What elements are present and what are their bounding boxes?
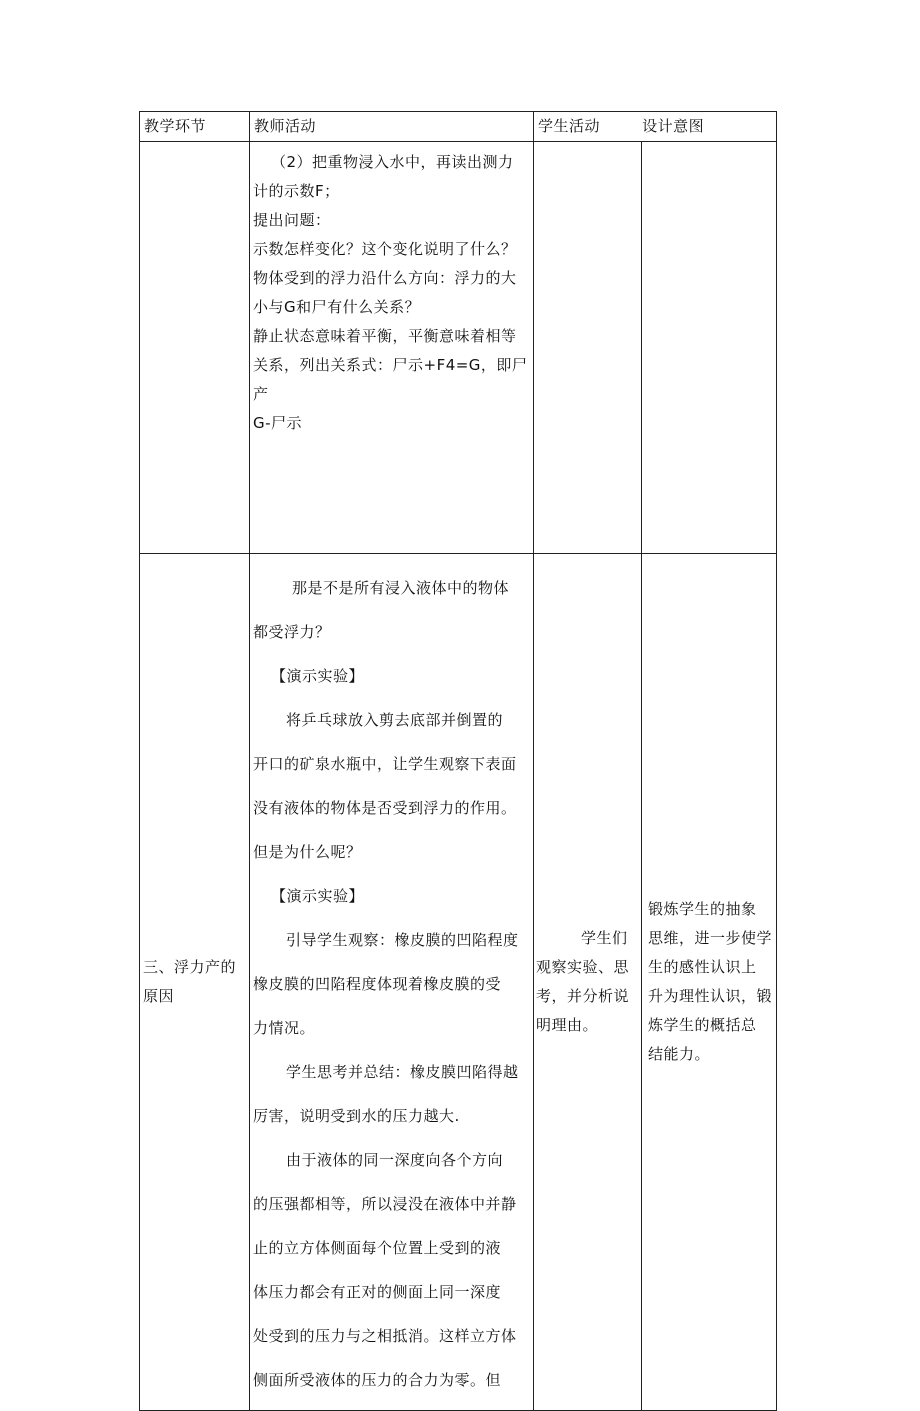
intent-line: 生的感性认识上: [648, 958, 757, 976]
intent-line: 升为理性认识，锻: [648, 987, 773, 1005]
row2-student-cell: [534, 554, 642, 1411]
teacher-line: 侧面所受液体的压力的合力为零。但: [253, 1371, 502, 1389]
teacher-line: 都受浮力？: [253, 623, 331, 641]
table-header-row: [140, 112, 777, 142]
table-row: [140, 142, 777, 554]
teacher-line: 计的示数F；: [253, 182, 340, 200]
teacher-line: 【演示实验】: [271, 667, 365, 685]
header-teaching-stage-label: 教学环节: [144, 117, 207, 135]
teacher-line: 开口的矿泉水瓶中，让学生观察下表面: [253, 755, 517, 773]
teacher-line: 将乒乓球放入剪去底部并倒置的: [286, 711, 504, 729]
intent-line: 锻炼学生的抽象: [648, 900, 757, 918]
row2-stage-cell: [140, 554, 250, 1411]
header-teacher-activity: [250, 112, 534, 142]
teacher-line: 由于液体的同一深度向各个方向: [286, 1151, 504, 1169]
teacher-line: 没有液体的物体是否受到浮力的作用。: [253, 799, 517, 817]
lesson-plan-table: [139, 111, 777, 1411]
teacher-line: 体压力都会有正对的侧面上同一深度: [253, 1283, 502, 1301]
student-line: 明理由。: [536, 1016, 599, 1034]
row1-intent-cell: [642, 142, 777, 554]
teacher-line: 物体受到的浮力沿什么方向：浮力的大: [253, 269, 517, 287]
teacher-line: 橡皮膜的凹陷程度体现着橡皮膜的受: [253, 975, 502, 993]
teacher-line: 的压强都相等，所以浸没在液体中并静: [253, 1195, 517, 1213]
student-line: 观察实验、思: [536, 958, 630, 976]
intent-line: 炼学生的概括总: [648, 1016, 757, 1034]
table-row: [140, 554, 777, 1411]
row1-student-cell: [534, 142, 642, 554]
teacher-line: 厉害，说明受到水的压力越大.: [253, 1107, 460, 1125]
header-teacher-activity-label: 教师活动: [254, 117, 317, 135]
teacher-line: 示数怎样变化？这个变化说明了什么？: [253, 240, 517, 258]
row1-teacher-cell: [250, 142, 534, 554]
teacher-line: 【演示实验】: [271, 887, 365, 905]
row2-teacher-cell: [250, 554, 534, 1411]
teacher-line: 但是为什么呢？: [253, 843, 362, 861]
student-line: 学生们: [581, 929, 628, 947]
header-student-activity-design-intent: [534, 112, 777, 142]
student-line: 考，并分析说: [536, 987, 630, 1005]
teacher-line: 引导学生观察：橡皮膜的凹陷程度: [286, 931, 519, 949]
teacher-line: 关系，列出关系式：尸示+F4=G，即尸产: [253, 356, 528, 403]
intent-line: 思维，进一步使学: [648, 929, 773, 947]
teacher-line: 力情况。: [253, 1019, 316, 1037]
teacher-line: 止的立方体侧面每个位置上受到的液: [253, 1239, 502, 1257]
teacher-line: 那是不是所有浸入液体中的物体: [292, 579, 510, 597]
stage-line: 三、浮力产的: [143, 958, 237, 976]
header-student-design-label: 学生活动 设计意图: [538, 117, 705, 135]
teacher-line: （2）把重物浸入水中，再读出测力: [271, 153, 514, 171]
intent-line: 结能力。: [648, 1045, 711, 1063]
row2-intent-cell: [642, 554, 777, 1411]
teacher-line: 小与G和尸有什么关系？: [253, 298, 421, 316]
teacher-line: 处受到的压力与之相抵消。这样立方体: [253, 1327, 517, 1345]
teacher-line: 静止状态意味着平衡，平衡意味着相等: [253, 327, 517, 345]
teacher-line: G-尸示: [253, 414, 303, 432]
teacher-line: 提出问题：: [253, 211, 331, 229]
header-teaching-stage: [140, 112, 250, 142]
teacher-line: 学生思考并总结：橡皮膜凹陷得越: [286, 1063, 519, 1081]
stage-line: 原因: [143, 987, 175, 1005]
row1-stage-cell: [140, 142, 250, 554]
